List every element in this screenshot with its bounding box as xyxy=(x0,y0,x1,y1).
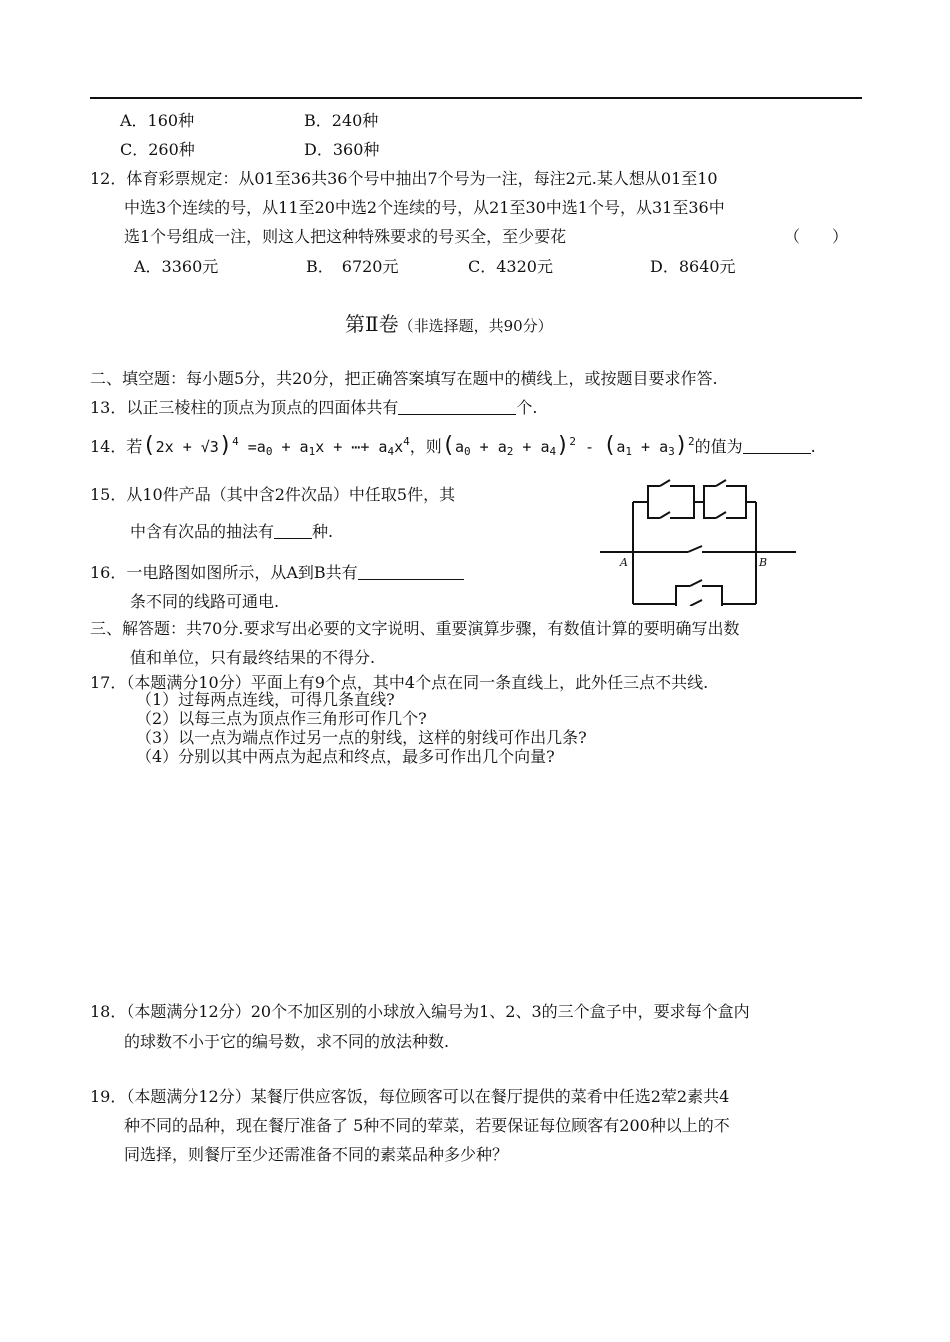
q14-answer-blank xyxy=(743,437,811,454)
switch-group-bottom xyxy=(676,586,722,606)
q12-answer-paren: （ ） xyxy=(784,227,849,246)
q15-text: 中含有次品的抽法有 xyxy=(130,522,275,541)
q16-answer-blank xyxy=(358,563,464,580)
q15-line-2 xyxy=(130,521,333,543)
q14-target-expression: $(a_0 + a_2 + a_4)^2 - (a_1 + a_3)^2$ xyxy=(441,433,695,458)
q15-line-1: 15．从10件产品（其中含2件次品）中任取5件，其 xyxy=(90,485,456,504)
q19-line-2: 种不同的品种，现在餐厅准备了 5种不同的荤菜，若要保证每位顾客有200种以上的不 xyxy=(124,1116,730,1135)
q14-label: 14．若 xyxy=(90,437,143,456)
q16-text: 16．一电路图如图所示，从A到B共有 xyxy=(90,563,358,582)
section-title-main: 第Ⅱ卷 xyxy=(345,312,399,336)
q14-expression: $(2x + √3)^4 =a_0 + a_1x$ + ⋯+ $a_4x^4$ xyxy=(142,433,410,458)
q17-item-1: （1）过每两点连线，可得几条直线? xyxy=(136,690,395,709)
q12-option-c: C．4320元 xyxy=(468,257,553,276)
q15-text-end: 种. xyxy=(312,522,334,541)
q12-option-b: B． 6720元 xyxy=(306,257,399,276)
q14-tail: 的值为 xyxy=(694,437,743,456)
label-b: B xyxy=(759,556,768,569)
q17-item-2: （2）以每三点为顶点作三角形可作几个? xyxy=(136,709,427,728)
q11-option-d: D．360种 xyxy=(304,140,380,159)
q16-line-1 xyxy=(90,562,464,584)
q16-line-2: 条不同的线路可通电. xyxy=(130,592,280,611)
q13-answer-blank xyxy=(398,398,516,415)
q17-item-4: （4）分别以其中两点为起点和终点，最多可作出几个向量? xyxy=(136,747,555,766)
q18-line-2: 的球数不小于它的编号数，求不同的放法种数. xyxy=(124,1032,450,1051)
q12-line-3: 选1个号组成一注，则这人把这种特殊要求的号买全，至少要花 xyxy=(124,227,567,246)
q18-line-1: 18．（本题满分12分）20个不加区别的小球放入编号为1、2、3的三个盒子中，要求每个盒内 xyxy=(90,1002,750,1021)
part3-line-1: 三、解答题：共70分.要求写出必要的文字说明、重要演算步骤，有数值计算的要明确写出数 xyxy=(90,619,740,638)
q11-option-b: B．240种 xyxy=(304,111,379,130)
q14-middle: ，则 xyxy=(409,437,442,456)
q13-text-end: 个. xyxy=(516,398,538,417)
label-a: A xyxy=(620,556,628,569)
q13 xyxy=(90,397,537,419)
q17-stem: 17．（本题满分10分）平面上有9个点，其中4个点在同一条直线上，此外任三点不共线. xyxy=(90,673,709,692)
q12-line-1: 12．体育彩票规定：从01至36共36个号中抽出7个号为一注，每注2元.某人想从01至10 xyxy=(90,169,718,188)
q12-line-2: 中选3个连续的号，从11至20中选2个连续的号，从21至30中选1个号，从31至36中 xyxy=(124,198,725,217)
q11-option-c: C．260种 xyxy=(120,140,195,159)
q12-option-d: D．8640元 xyxy=(650,257,736,276)
q12-option-a: A．3360元 xyxy=(134,257,219,276)
part3-line-2: 值和单位，只有最终结果的不得分. xyxy=(130,648,376,667)
q19-line-3: 同选择，则餐厅至少还需准备不同的素菜品种多少种？ xyxy=(124,1145,509,1164)
q11-option-a: A．160种 xyxy=(120,111,195,130)
q13-text: 13．以正三棱柱的顶点为顶点的四面体共有 xyxy=(90,398,399,417)
q14-end: . xyxy=(810,437,816,456)
circuit-diagram xyxy=(600,478,800,606)
part2-heading: 二、填空题：每小题5分，共20分，把正确答案填写在题中的横线上，或按题目要求作答. xyxy=(90,369,718,388)
q14 xyxy=(90,428,816,466)
section-title xyxy=(345,310,553,340)
switch-blade xyxy=(690,600,702,606)
header-rule xyxy=(90,97,862,99)
section-title-sub: （非选择题，共90分） xyxy=(398,317,553,335)
q17-item-3: （3）以一点为端点作过另一点的射线，这样的射线可作出几条? xyxy=(136,728,587,747)
q19-line-1: 19．（本题满分12分）某餐厅供应客饭，每位顾客可以在餐厅提供的菜肴中任选2荤2素共4 xyxy=(90,1087,730,1106)
switch-group-top-left xyxy=(648,486,694,518)
q15-answer-blank xyxy=(274,522,312,539)
